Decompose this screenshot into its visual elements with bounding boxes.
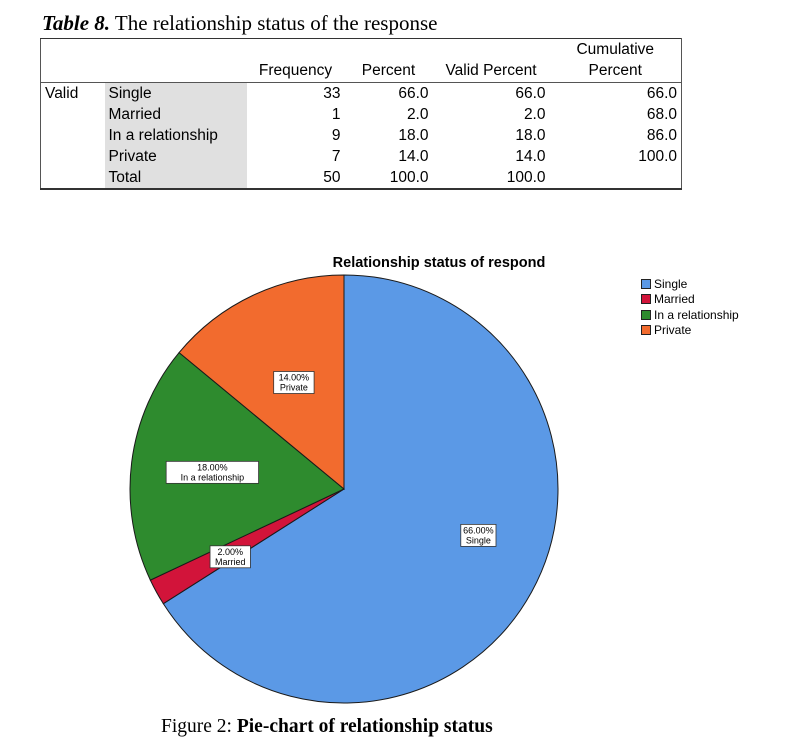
slice-label-in-a-relationship [166,461,258,483]
slice-label-single [461,524,496,546]
legend-label: Private [654,323,692,338]
frequency-cell: 7 [331,148,341,165]
group-label-cell: Valid [45,85,79,102]
table-row [41,83,682,105]
legend-item [641,292,739,308]
table-number: Table 8. [42,11,111,35]
percent-cell: 100.0 [389,169,429,186]
frequency-cell: 33 [323,85,341,102]
legend-swatch [641,294,651,304]
chart-legend [641,276,739,338]
cumulative-percent-cell: 66.0 [646,85,677,102]
header-blank-2 [105,39,247,83]
slice-name-label: Single [465,535,491,546]
slice-name-label: Married [214,556,246,567]
frequency-table [40,38,682,190]
group-label-cell [41,167,105,189]
cumulative-percent-cell: 100.0 [638,148,677,165]
table-row [41,104,682,125]
legend-swatch [641,279,651,289]
cumulative-percent-cell: 86.0 [646,127,677,144]
legend-swatch [641,310,651,320]
percent-cell: 14.0 [398,148,429,165]
legend-label: Single [654,276,688,291]
table-header-row [41,39,682,83]
valid-percent-cell: 2.0 [523,106,546,123]
header-cumulative-percent: Cumulative Percent [550,39,682,83]
caption-bold: Pie-chart of relationship status [236,716,493,737]
figure-caption [161,716,493,738]
cumulative-percent-cell [550,167,682,189]
legend-item [641,323,739,339]
header-valid-percent: Valid Percent [433,39,550,83]
slice-name-label: In a relationship [180,472,245,483]
chart-title: Relationship status of respond [332,255,546,271]
table-title-text: The relationship status of the response [110,11,438,35]
row-label: Single [105,83,247,105]
table-row [41,167,682,189]
table-title [42,11,437,36]
valid-percent-cell: 18.0 [515,127,546,144]
group-label-cell [41,146,105,167]
header-percent: Percent [345,39,433,83]
cumulative-percent-cell: 68.0 [646,106,677,123]
frequency-cell: 1 [331,106,341,123]
slice-percent-label: 14.00% [278,372,310,383]
slice-label-private [274,372,314,394]
percent-cell: 66.0 [398,85,429,102]
legend-label: In a relationship [654,307,739,322]
slice-percent-label: 2.00% [217,546,243,557]
legend-label: Married [654,292,695,307]
row-label: Private [105,146,247,167]
table-row [41,146,682,167]
row-label: In a relationship [105,125,247,146]
row-label: Total [105,167,247,189]
frequency-cell: 50 [323,169,341,186]
legend-swatch [641,325,651,335]
slice-name-label: Private [279,382,308,393]
slice-label-married [210,546,250,568]
table-row [41,125,682,146]
valid-percent-cell: 100.0 [506,169,546,186]
percent-cell: 18.0 [398,127,429,144]
valid-percent-cell: 66.0 [515,85,546,102]
group-label-cell [41,104,105,125]
row-label: Married [105,104,247,125]
valid-percent-cell: 14.0 [515,148,546,165]
header-frequency: Frequency [247,39,345,83]
group-label-cell [41,125,105,146]
percent-cell: 2.0 [406,106,429,123]
caption-prefix: Figure 2: [161,716,237,737]
slice-percent-label: 18.00% [197,462,228,473]
frequency-cell: 9 [331,127,341,144]
legend-item [641,276,739,292]
header-blank-1 [41,39,105,83]
slice-percent-label: 66.00% [463,525,494,536]
legend-item [641,307,739,323]
